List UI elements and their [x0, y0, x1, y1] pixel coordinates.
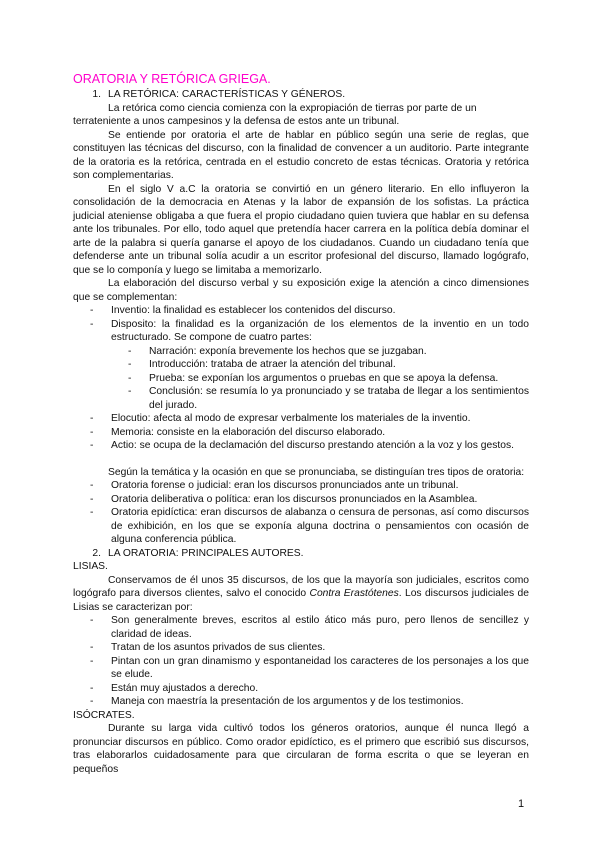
- bullet-dash: -: [128, 372, 132, 384]
- list-item-text: Pintan con un gran dinamismo y espontaneidad los caracteres de los personajes a los que se elude.: [111, 655, 529, 680]
- list-item-text: Son generalmente breves, escritos al estilo ático más puro, pero llenos de sencillez y claridad de ideas.: [111, 615, 529, 640]
- list-item: [73, 506, 529, 547]
- paragraph: terrateniente a unos campesinos y la defensa de estos ante un tribunal.: [73, 116, 400, 127]
- bullet-dash: -: [90, 655, 94, 667]
- bullet-dash: -: [90, 480, 94, 491]
- work-title: Contra Erastótenes: [309, 588, 399, 599]
- bullet-dash: -: [90, 305, 94, 316]
- list-item: [73, 695, 529, 709]
- spacer: [73, 453, 529, 466]
- list-item-text: Inventio: la finalidad es establecer los contenidos del discurso.: [111, 305, 396, 316]
- section-heading-2: [73, 547, 529, 561]
- paragraph: La elaboración del discurso verbal y su exposición exige la atención a cinco dimensiones que se complementan:: [73, 278, 529, 303]
- list-item-text: Actio: se ocupa de la declamación del discurso prestando atención a la voz y los gestos.: [111, 440, 514, 451]
- sub-list-item: [73, 358, 529, 372]
- bullet-dash: -: [90, 426, 94, 438]
- sub-list-item: [73, 385, 529, 412]
- list-item: [73, 655, 529, 682]
- bullet-dash: -: [90, 493, 94, 505]
- list-item: [73, 304, 529, 318]
- bullet-dash: -: [128, 345, 132, 357]
- section-title: LA ORATORIA: PRINCIPALES AUTORES.: [108, 547, 304, 559]
- document-title: ORATORIA Y RETÓRICA GRIEGA.: [73, 72, 271, 86]
- bullet-dash: -: [90, 682, 94, 694]
- list-item-text: Disposito: la finalidad es la organización de los elementos de la inventio en un todo estructurado. Se compone de cuatro partes:: [111, 318, 529, 343]
- list-item-text: Memoria: consiste en la elaboración del discurso elaborado.: [111, 426, 386, 438]
- list-item-text: Conclusión: se resumía lo ya pronunciado y se trataba de llegar a los sentimientos del jurado.: [149, 386, 529, 411]
- paragraph-text: . Los discursos judiciales de Lisias se caracterizan por:: [73, 588, 529, 613]
- bullet-dash: -: [90, 615, 94, 626]
- list-item: [73, 614, 529, 641]
- paragraph: [73, 574, 529, 615]
- section-title: LA RETÓRICA: CARACTERÍSTICAS Y GÉNEROS.: [108, 89, 346, 100]
- list-item-text: Tratan de los asuntos privados de sus clientes.: [111, 642, 326, 653]
- paragraph: En el siglo V a.C la oratoria se convirtió en un género literario. En ello influyeron la consolidación de la democracia en Atenas y la labor de expansión de los sofistas. La práctica judicial ateniense obligaba a que fuera el propio ciudadano quien tuviera que hablar en su defensa ante los tribunales. Por ello, todo aquel que pretendía hacer carrera en la política debía dominar el arte de la palabra si quería ganarse el apoyo de los ciudadanos. Cuando un ciudadano tenía que defenderse ante un tribunal solía acudir a un escritor profesional del discurso, llamado logógrafo, que se lo componía y luego se limitaba a memorizarlo.: [73, 183, 529, 276]
- list-item-text: Oratoria deliberativa o política: eran los discursos pronunciados en la Asamblea.: [111, 493, 478, 505]
- section-number: 2.: [92, 547, 101, 559]
- list-item-text: Introducción: trataba de atraer la atención del tribunal.: [149, 359, 396, 370]
- document-page: [73, 72, 529, 776]
- bullet-dash: -: [90, 696, 94, 707]
- paragraph: Durante su larga vida cultivó todos los géneros oratorios, aunque él nunca llegó a pronunciar discursos en público. Como orador epidíctico, es el primero que escribió sus discursos, tras elaborarlos cuidadosamente para que circularan de forma escrita o que se leyeran en pequeños: [73, 723, 529, 775]
- list-item: [73, 439, 529, 453]
- list-item-text: Narración: exponía brevemente los hechos que se juzgaban.: [149, 345, 427, 357]
- paragraph-text: Conservamos de él unos 35 discursos, de los que la mayoría son judiciales, escritos como logógrafo para diversos clientes, salvo el conocido: [73, 574, 529, 599]
- paragraph: La retórica como ciencia comienza con la expropiación de tierras por parte de un: [108, 102, 477, 114]
- paragraph: Se entiende por oratoria el arte de hablar en público según una serie de reglas, que constituyen las técnicas del discurso, con la finalidad de convencer a un auditorio. Parte integrante de la oratoria es la retórica, centrada en el estudio concreto de estas técnicas. Oratoria y retórica son complementarias.: [73, 129, 529, 181]
- bullet-dash: -: [90, 318, 94, 330]
- list-item: [73, 641, 529, 655]
- author-heading-isocrates: ISÓCRATES.: [73, 709, 135, 721]
- list-item: [73, 426, 529, 440]
- bullet-dash: -: [90, 507, 94, 518]
- bullet-dash: -: [90, 642, 94, 653]
- list-item-text: Elocutio: afecta al modo de expresar verbalmente los materiales de la inventio.: [111, 413, 471, 424]
- author-heading-lisias: LISIAS.: [73, 561, 108, 572]
- list-item: [73, 412, 529, 426]
- bullet-dash: -: [128, 359, 132, 370]
- list-item: [73, 318, 529, 345]
- section-number: 1.: [92, 89, 101, 100]
- section-heading-1: [73, 88, 529, 102]
- sub-list-item: [73, 345, 529, 359]
- list-item-text: Están muy ajustados a derecho.: [111, 682, 259, 694]
- list-item-text: Oratoria epidíctica: eran discursos de alabanza o censura de personas, así como discursos de exhibición, en los que se exponía alguna doctrina o pensamientos con ocasión de alguna conferencia pública.: [111, 507, 529, 545]
- bullet-dash: -: [90, 413, 94, 424]
- bullet-dash: -: [128, 386, 132, 397]
- page-number: 1: [518, 798, 525, 810]
- list-item-text: Maneja con maestría la presentación de los argumentos y de los testimonios.: [111, 696, 464, 707]
- list-item-text: Prueba: se exponían los argumentos o pruebas en que se apoya la defensa.: [149, 372, 499, 384]
- sub-list-item: [73, 372, 529, 386]
- list-item: [73, 493, 529, 507]
- list-item: [73, 682, 529, 696]
- list-item: [73, 479, 529, 493]
- bullet-dash: -: [90, 440, 94, 451]
- list-item-text: Oratoria forense o judicial: eran los discursos pronunciados ante un tribunal.: [111, 480, 459, 491]
- paragraph: Según la temática y la ocasión en que se pronunciaba, se distinguían tres tipos de oratoria:: [108, 466, 525, 478]
